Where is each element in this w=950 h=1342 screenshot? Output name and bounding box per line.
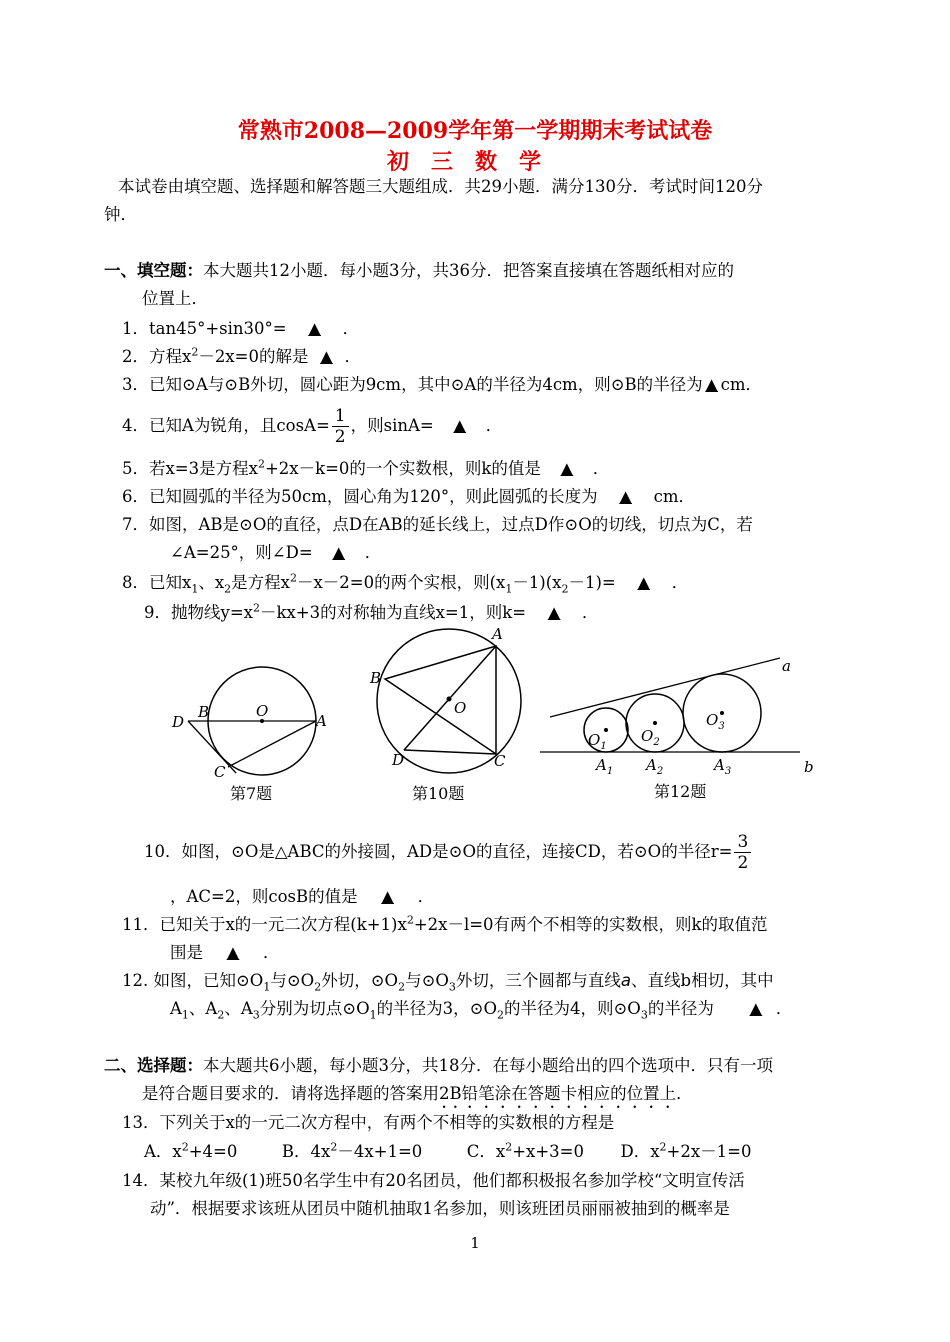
fig12-caption: 第12题 bbox=[654, 782, 707, 801]
question-4 bbox=[122, 404, 502, 448]
q12-text: 12. 如图，已知⊙O bbox=[122, 971, 264, 990]
q5-answer-blank: ▲ bbox=[560, 459, 574, 478]
q10-denominator: 2 bbox=[737, 853, 749, 873]
fig12-o3-o: O bbox=[706, 711, 719, 729]
fig12-label-a1 bbox=[594, 756, 613, 777]
question-10 bbox=[144, 830, 753, 874]
q6-post: cm． bbox=[653, 487, 696, 506]
q8-text: 8．已知x bbox=[122, 573, 192, 592]
fig12-o1-o: O bbox=[588, 731, 601, 749]
fig7-label-a: A bbox=[316, 712, 327, 730]
q10-numerator: 3 bbox=[734, 832, 751, 853]
fig7-caption: 第7题 bbox=[230, 784, 273, 803]
fig12-o2-o: O bbox=[641, 727, 654, 745]
q13-a-sup: 2 bbox=[181, 1140, 189, 1154]
q13-option-b bbox=[282, 1142, 422, 1161]
fig7-label-d: D bbox=[172, 713, 185, 731]
fig12-a3-sub: 3 bbox=[724, 766, 732, 777]
q8-text: 是方程x bbox=[231, 573, 290, 592]
q5-mid: +2x－k=0的一个实数根，则k的值是 bbox=[264, 459, 541, 478]
figure-12 bbox=[540, 657, 814, 801]
fig12-o2-sub: 2 bbox=[653, 737, 660, 748]
q7-text: ∠A=25°，则∠D= bbox=[170, 543, 313, 562]
q8-text: －x－2=0的两个实根，则(x bbox=[296, 573, 506, 592]
q8-sub: 2 bbox=[224, 582, 232, 596]
q10-text2: ，AC=2，则cosB的值是 bbox=[170, 887, 358, 906]
q8-text: 、x bbox=[198, 573, 225, 592]
fig12-o3-sub: 3 bbox=[718, 721, 725, 732]
fig12-label-a: a bbox=[782, 657, 791, 675]
section2-desc-text: 是符合题目要求的．请将选择题的答案用 bbox=[142, 1084, 439, 1103]
section2-heading: 二、选择题： bbox=[104, 1056, 203, 1075]
fig12-a2-a: A bbox=[646, 756, 657, 774]
fig12-center-o3 bbox=[720, 711, 724, 715]
q10-post: ． bbox=[417, 887, 435, 906]
section2-desc-end: ． bbox=[676, 1084, 693, 1103]
fig12-a1-sub: 1 bbox=[606, 766, 614, 777]
question-1 bbox=[122, 318, 359, 340]
section2-desc: 本大题共6小题，每小题3分，共18分．在每小题给出的四个选项中．只有一项 bbox=[203, 1056, 773, 1075]
q1-text: 1．tan45°+sin30°= bbox=[122, 319, 287, 338]
q2-answer-blank: ▲ bbox=[320, 347, 333, 366]
intro-line-1: 本试卷由填空题、选择题和解答题三大题组成．共29小题．满分130分．考试时间120分 bbox=[118, 177, 763, 196]
q12-sub: 3 bbox=[252, 1008, 260, 1022]
figures bbox=[160, 625, 840, 810]
q5-text: 5．若x=3是方程x bbox=[122, 459, 258, 478]
q12-answer-blank: ▲ bbox=[749, 999, 763, 1018]
question-5 bbox=[122, 458, 609, 480]
fig7-label-c: C bbox=[214, 763, 226, 781]
q12-text: 的半径为3，⊙O bbox=[376, 999, 497, 1018]
q9-text: 9．抛物线y=x bbox=[144, 603, 253, 622]
q4-fraction bbox=[332, 406, 349, 447]
question-7-line1: 7．如图，AB是⊙O的直径，点D在AB的延长线上，过点D作⊙O的切线，切点为C，若 bbox=[122, 515, 753, 534]
question-8 bbox=[122, 572, 688, 594]
q13-b-sup: 2 bbox=[330, 1140, 338, 1154]
q2-text: 2．方程x bbox=[122, 347, 192, 366]
q4-denominator: 2 bbox=[334, 427, 346, 447]
q2-post: ． bbox=[344, 347, 361, 366]
q13-c-text: C．x bbox=[466, 1142, 506, 1161]
q12-sub: 2 bbox=[217, 1008, 225, 1022]
fig10-chord-cd bbox=[404, 750, 496, 754]
q8-sub: 1 bbox=[505, 582, 513, 596]
q11-mid: +2x－l=0有两个不相等的实数根，则k的取值范 bbox=[413, 915, 768, 934]
q12-sub: 1 bbox=[181, 1008, 189, 1022]
q8-text: －1)= bbox=[568, 573, 616, 592]
q1-post: ． bbox=[342, 319, 360, 338]
q11-answer-blank: ▲ bbox=[226, 943, 240, 962]
fig12-label-b: b bbox=[804, 758, 814, 776]
q7-answer-blank: ▲ bbox=[332, 543, 346, 562]
section2-header bbox=[104, 1055, 773, 1077]
q6-answer-blank: ▲ bbox=[619, 487, 632, 506]
section2-desc-emphasis: 2B铅笔涂在答题卡相应的位置上 bbox=[439, 1084, 677, 1103]
q12-sub: 2 bbox=[314, 980, 322, 994]
fig10-label-b: B bbox=[370, 669, 382, 687]
q4-mid: ，则sinA= bbox=[350, 416, 434, 435]
fig12-center-o2 bbox=[653, 721, 657, 725]
section1-desc-line2: 位置上． bbox=[142, 289, 208, 308]
q13-c-sup: 2 bbox=[505, 1140, 513, 1154]
exam-title: 常熟市2008—2009学年第一学期期末考试试卷 bbox=[237, 118, 713, 144]
q12-text: 、直线b相切，其中 bbox=[631, 971, 774, 990]
fig12-label-a2 bbox=[644, 756, 663, 777]
q13-d-text: D．x bbox=[620, 1142, 660, 1161]
q12-text: 、A bbox=[224, 999, 253, 1018]
q12-sub: 3 bbox=[640, 1008, 648, 1022]
q8-post: ． bbox=[671, 573, 689, 592]
question-10-line2 bbox=[170, 886, 434, 908]
question-9 bbox=[144, 602, 599, 624]
q10-fraction bbox=[734, 832, 751, 873]
question-14-line1: 14．某校九年级(1)班50名学生中有20名团员，他们都积极报名参加学校“文明宣传活 bbox=[122, 1171, 745, 1190]
question-7-line2 bbox=[170, 542, 381, 564]
q7-post: ． bbox=[364, 543, 382, 562]
q11-text: 11．已知关于x的一元二次方程(k+1)x bbox=[122, 915, 407, 934]
question-13-options bbox=[144, 1141, 752, 1163]
question-3 bbox=[122, 374, 762, 396]
q9-sup: 2 bbox=[252, 601, 260, 615]
q8-text: －1)(x bbox=[512, 573, 562, 592]
section1-heading: 一、填空题： bbox=[104, 261, 203, 280]
q12-text: A bbox=[170, 999, 182, 1018]
fig12-a3-a: A bbox=[714, 756, 725, 774]
q12-text: 外切，三个圆都与直线 bbox=[455, 971, 621, 990]
fig12-o1-sub: 1 bbox=[600, 741, 607, 752]
fig12-label-o2 bbox=[641, 727, 660, 748]
fig7-label-o: O bbox=[256, 702, 269, 720]
fig10-triangle-abc bbox=[385, 646, 496, 754]
q13-option-c bbox=[467, 1142, 584, 1161]
q13-a-text: A．x bbox=[144, 1142, 182, 1161]
q10-answer-blank: ▲ bbox=[381, 887, 394, 906]
fig12-center-o1 bbox=[604, 728, 608, 732]
q9-answer-blank: ▲ bbox=[547, 603, 561, 622]
q2-mid: －2x=0的解是 bbox=[198, 347, 309, 366]
q12-text: 外切，⊙O bbox=[321, 971, 399, 990]
q13-option-a bbox=[144, 1142, 237, 1161]
q13-a-rest: +4=0 bbox=[188, 1142, 238, 1161]
q1-answer-blank: ▲ bbox=[308, 319, 321, 338]
q12-text: 与⊙O bbox=[405, 971, 449, 990]
q3-post: cm． bbox=[720, 375, 763, 394]
fig10-label-o: O bbox=[454, 699, 467, 717]
exam-subtitle: 初三数学 bbox=[386, 149, 563, 175]
q8-sub: 2 bbox=[561, 582, 569, 596]
q4-post: ． bbox=[485, 416, 503, 435]
q4-answer-blank: ▲ bbox=[453, 416, 467, 435]
fig10-label-d: D bbox=[392, 751, 405, 769]
q13-d-sup: 2 bbox=[659, 1140, 667, 1154]
q8-sub: 1 bbox=[191, 582, 199, 596]
question-12-line1 bbox=[122, 970, 774, 992]
q13-option-d bbox=[621, 1142, 752, 1161]
figure-10 bbox=[369, 625, 521, 803]
section1-desc: 本大题共12小题．每小题3分，共36分．把答案直接填在答题纸相对应的 bbox=[203, 261, 734, 280]
q8-sup: 2 bbox=[289, 571, 297, 585]
fig12-label-o1 bbox=[588, 731, 607, 752]
section2-desc-line2 bbox=[142, 1083, 693, 1112]
q12-text: 的半径为4，则⊙O bbox=[503, 999, 641, 1018]
q13-b-text: B．4x bbox=[281, 1142, 331, 1161]
q4-numerator: 1 bbox=[332, 406, 349, 427]
fig12-line-a bbox=[550, 658, 780, 717]
figure-7 bbox=[171, 667, 327, 803]
fig7-chord-ac bbox=[228, 721, 316, 767]
q13-c-rest: +x+3=0 bbox=[512, 1142, 584, 1161]
q12-post: ． bbox=[775, 999, 793, 1018]
q12-text: 、A bbox=[188, 999, 218, 1018]
q3-text: 3．已知⊙A与⊙B外切，圆心距为9cm，其中⊙A的半径为4cm，则⊙B的半径为 bbox=[122, 375, 703, 394]
q10-text: 10．如图，⊙O是△ABC的外接圆，AD是⊙O的直径，连接CD，若⊙O的半径r= bbox=[144, 842, 733, 861]
q13-b-rest: －4x+1=0 bbox=[337, 1142, 423, 1161]
q11-sup: 2 bbox=[406, 913, 414, 927]
q12-a-letter: a bbox=[620, 971, 632, 990]
question-14-line2: 动”．根据要求该班从团员中随机抽取1名参加，则该班团员丽丽被抽到的概率是 bbox=[150, 1199, 730, 1218]
q12-sub: 2 bbox=[496, 1008, 504, 1022]
question-11 bbox=[122, 914, 768, 936]
q6-text: 6．已知圆弧的半径为50cm，圆心角为120°，则此圆弧的长度为 bbox=[122, 487, 598, 506]
fig7-label-b: B bbox=[198, 703, 210, 721]
question-11-line2 bbox=[170, 942, 280, 964]
fig10-caption: 第10题 bbox=[412, 784, 465, 803]
q12-sub: 2 bbox=[398, 980, 406, 994]
fig10-center bbox=[447, 697, 452, 702]
question-12-line2 bbox=[170, 998, 792, 1020]
q5-sup: 2 bbox=[257, 457, 265, 471]
q11-post: ． bbox=[263, 943, 280, 962]
q12-sub: 1 bbox=[369, 1008, 377, 1022]
fig7-tangent bbox=[188, 721, 236, 773]
fig12-a2-sub: 2 bbox=[656, 766, 664, 777]
question-13: 13．下列关于x的一元二次方程中，有两个不相等的实数根的方程是 bbox=[122, 1113, 615, 1132]
intro-line-2: 钟． bbox=[104, 205, 137, 224]
q12-sub: 1 bbox=[263, 980, 271, 994]
fig10-label-a: A bbox=[492, 625, 503, 643]
section1-header bbox=[104, 260, 734, 282]
q3-answer-blank: ▲ bbox=[705, 375, 718, 394]
fig10-label-c: C bbox=[494, 752, 506, 770]
q12-text: 与⊙O bbox=[270, 971, 315, 990]
q12-text: 分别为切点⊙O bbox=[259, 999, 370, 1018]
page-number: 1 bbox=[470, 1234, 480, 1252]
q5-post: ． bbox=[592, 459, 610, 478]
q8-answer-blank: ▲ bbox=[637, 573, 651, 592]
q11-text2: 围是 bbox=[170, 943, 203, 962]
q4-text: 4．已知A为锐角，且cosA= bbox=[122, 416, 330, 435]
q13-d-rest: +2x－1=0 bbox=[666, 1142, 752, 1161]
q2-sup: 2 bbox=[191, 345, 199, 359]
q12-sub: 3 bbox=[448, 980, 456, 994]
question-2 bbox=[122, 346, 361, 368]
q9-post: ． bbox=[582, 603, 599, 622]
fig12-a1-a: A bbox=[596, 756, 607, 774]
q12-text: 的半径为 bbox=[647, 999, 714, 1018]
question-6 bbox=[122, 486, 695, 508]
q9-mid: －kx+3的对称轴为直线x=1，则k= bbox=[259, 603, 527, 622]
fig12-label-a3 bbox=[712, 756, 731, 777]
